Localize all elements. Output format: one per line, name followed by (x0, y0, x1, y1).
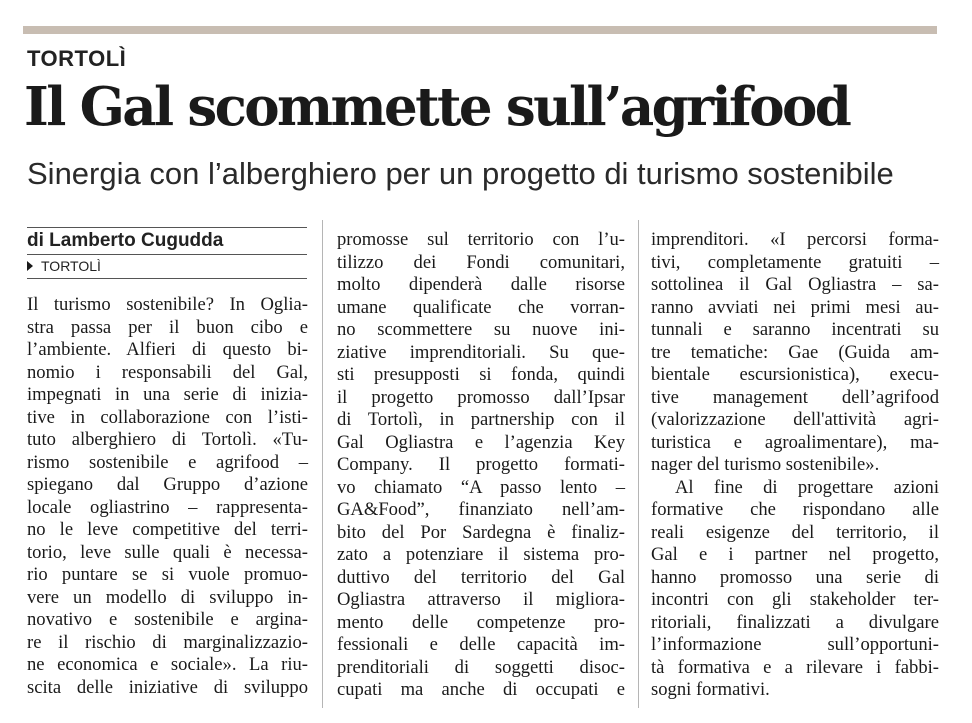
text-line: tive in collaborazione con l’isti- (27, 406, 308, 428)
text-line: fessionali e delle capacità im- (337, 634, 625, 655)
text-line: promosse sul territorio con l’u- (337, 229, 625, 250)
text-line: umane qualificate che vorran- (337, 296, 625, 318)
text-line: sogni formativi. (651, 679, 770, 700)
text-line: tunnali e saranno incentrati su (651, 319, 939, 340)
text-line: reali esigenze del territorio, il (651, 521, 939, 543)
text-line: Gal Ogliastra e l’agenzia Key (337, 431, 625, 453)
article-column-3 (651, 229, 939, 702)
kicker: TORTOLÌ (27, 46, 127, 71)
byline-mid-rule (27, 254, 307, 255)
text-line: tivi, completamente gratuiti – (651, 251, 939, 273)
text-line: re il rischio di marginalizzazio- (27, 631, 308, 653)
text-line: no scommettere su nuove ini- (337, 319, 625, 340)
text-line: tà formativa e a rilevare i fabbi- (651, 656, 939, 678)
article-column-1 (27, 294, 308, 699)
text-line: zato a potenziare il sistema pro- (337, 544, 625, 565)
text-line: sottolinea il Gal Ogliastra – sa- (651, 274, 939, 295)
text-line: nager del turismo sostenibile». (651, 454, 880, 475)
text-line: prenditoriali di soggetti disoc- (337, 656, 625, 678)
byline-top-rule (27, 227, 307, 228)
text-line: bito del Por Sardegna è finaliz- (337, 521, 625, 543)
column-divider (322, 220, 323, 708)
dateline (27, 256, 101, 276)
text-line: imprenditori. «I percorsi forma- (651, 229, 939, 250)
byline-bottom-rule (27, 278, 307, 279)
text-line: no le leve competitive del terri- (27, 519, 308, 540)
text-line: il progetto promosso dall’Ipsar (337, 386, 625, 408)
text-line: incontri con gli stakeholder ter- (651, 589, 939, 610)
text-line: novativo e sostenibile e argina- (27, 609, 308, 630)
text-line: molto dipenderà dalle risorse (337, 274, 625, 295)
top-rule (23, 26, 937, 34)
subhead: Sinergia con l’alberghiero per un progetto di turismo sostenibile (27, 156, 894, 191)
text-line: di Tortolì, in partnership con il (337, 409, 625, 430)
text-line: tilizzo dei Fondi comunitari, (337, 251, 625, 273)
text-line: tre tematiche: Gae (Guida am- (651, 341, 939, 363)
text-line: vere un modello di sviluppo in- (27, 586, 308, 608)
text-line: tuto alberghiero di Tortolì. «Tu- (27, 429, 308, 450)
text-line: bientale escursionistica), execu- (651, 364, 939, 385)
text-line: formative che rispondano alle (651, 499, 939, 520)
byline: di Lamberto Cugudda (27, 230, 224, 251)
text-line: Company. Il progetto formati- (337, 454, 625, 475)
text-line: impegnati in una serie di inizia- (27, 384, 308, 405)
text-line: ne economica e sociale». La riu- (27, 654, 308, 675)
text-line: stra passa per il buon cibo e (27, 316, 308, 338)
text-line: cupati ma anche di occupati e (337, 679, 625, 700)
text-line: rismo sostenibile e agrifood – (27, 451, 308, 473)
text-line: rio puntare se si vuole promuo- (27, 564, 308, 585)
text-line: ziative imprenditoriali. Su que- (337, 341, 625, 363)
text-line: l’ambiente. Alfieri di questo bi- (27, 339, 308, 360)
text-line: turistica e agroalimentare), ma- (651, 431, 939, 453)
dateline-text: TORTOLÌ (41, 258, 101, 274)
text-line: ranno avviati nei primi mesi au- (651, 296, 939, 318)
article-column-2 (337, 229, 625, 702)
headline: Il Gal scommette sull’agrifood (24, 76, 850, 138)
text-line: (valorizzazione dell'attività agri- (651, 409, 939, 430)
text-line: sti presupposti si fonda, quindi (337, 364, 625, 385)
text-line: tive management dell’agrifood (651, 386, 939, 408)
text-line: GA&Food”, finanziato nell’am- (337, 499, 625, 520)
text-line: locale ogliastrino – rappresenta- (27, 496, 308, 518)
text-line: l’informazione sull’opportuni- (651, 634, 939, 655)
text-line: Gal e i partner nel progetto, (651, 544, 939, 565)
text-line: torio, leve sulle quali è necessa- (27, 541, 308, 563)
text-line: vo chiamato “A passo lento – (337, 476, 625, 498)
text-line: ritoriali, finalizzati a divulgare (651, 611, 939, 633)
triangle-bullet-icon (27, 261, 33, 271)
text-line: spiegano dal Gruppo d’azione (27, 474, 308, 495)
text-line: Il turismo sostenibile? In Oglia- (27, 294, 308, 315)
text-line: duttivo del territorio del Gal (337, 566, 625, 588)
text-line: Ogliastra attraverso il migliora- (337, 589, 625, 610)
text-line: scita delle iniziative di sviluppo (27, 676, 308, 698)
column-divider (638, 220, 639, 708)
text-line: mento delle competenze pro- (337, 611, 625, 633)
text-line: nomio i responsabili del Gal, (27, 361, 308, 383)
text-line: hanno promosso una serie di (651, 566, 939, 588)
text-line: Al fine di progettare azioni (675, 476, 939, 498)
